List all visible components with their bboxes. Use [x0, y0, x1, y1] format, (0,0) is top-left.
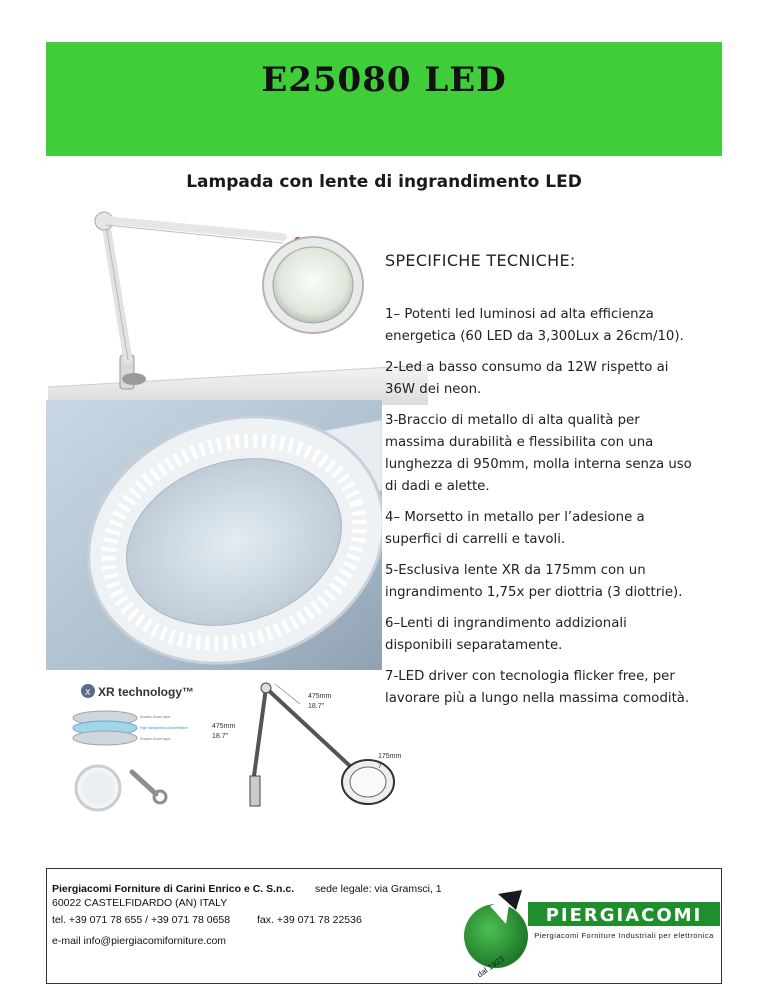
technical-specs — [385, 250, 695, 719]
telephone: tel. +39 071 78 655 / +39 071 78 0658 — [52, 914, 231, 926]
spec-item: 3-Braccio di metallo di alta qualità per massima durabilità e flessibilita con una lunghezza di 950mm, molla interna senza uso di dadi e alette. — [385, 413, 692, 494]
title-banner — [46, 42, 722, 156]
piergiacomi-logo — [460, 888, 722, 984]
svg-text:X: X — [85, 688, 91, 697]
spec-item: 1– Potenti led luminosi ad alta efficienza energetica (60 LED da 3,300Lux a 26cm/10). — [385, 307, 684, 344]
logo-tagline: Piergiacomi Forniture Industriali per elettronica — [534, 931, 714, 940]
lamp-product-image — [48, 205, 428, 405]
dim-lower-arm-mm: 475mm — [212, 723, 236, 730]
xr-technology-image — [60, 676, 210, 826]
dim-lens-mm: 175mm — [378, 753, 402, 760]
svg-text:Scratch-Guard layer: Scratch-Guard layer — [140, 715, 171, 719]
dim-lower-arm-in: 18.7" — [212, 733, 229, 740]
svg-text:Scratch-Guard layer: Scratch-Guard layer — [140, 737, 171, 741]
xr-technology-label: XR technology™ — [98, 685, 195, 699]
spec-item: 6–Lenti di ingrandimento addizionali disponibili separatamente. — [385, 616, 627, 653]
dim-upper-arm-mm: 475mm — [308, 693, 332, 700]
postal-address: 60022 CASTELFIDARDO (AN) ITALY — [52, 897, 228, 909]
spec-item: 2-Led a basso consumo da 12W rispetto ai 36W dei neon. — [385, 360, 669, 397]
dim-upper-arm-in: 18.7" — [308, 703, 325, 710]
product-subtitle: Lampada con lente di ingrandimento LED — [186, 172, 582, 192]
fax: fax. +39 071 78 22536 — [257, 914, 362, 926]
spec-item: 4– Morsetto in metallo per l’adesione a superfici di carrelli e tavoli. — [385, 510, 645, 547]
dim-lens-in: 7" — [378, 763, 385, 770]
logo-since: dal 1923 — [475, 954, 506, 980]
legal-address: sede legale: via Gramsci, 1 — [315, 883, 442, 895]
logo-name: PIERGIACOMI — [545, 905, 703, 926]
email-link[interactable]: e-mail info@piergiacomiforniture.com — [52, 935, 227, 947]
product-title: E25080 LED — [261, 60, 507, 100]
spec-item: 5-Esclusiva lente XR da 175mm con un ingrandimento 1,75x per diottria (3 diottrie). — [385, 563, 683, 600]
spec-item: 7-LED driver con tecnologia flicker free, per lavorare più a lungo nella massima comodità. — [385, 669, 690, 706]
led-ring-closeup-image — [46, 400, 382, 670]
svg-text:High transparency Antireflecti: High transparency Antireflective — [140, 726, 188, 730]
company-name: Piergiacomi Forniture di Carini Enrico e C. S.n.c. — [52, 883, 295, 895]
specs-heading: SPECIFICHE TECNICHE: — [385, 251, 576, 270]
